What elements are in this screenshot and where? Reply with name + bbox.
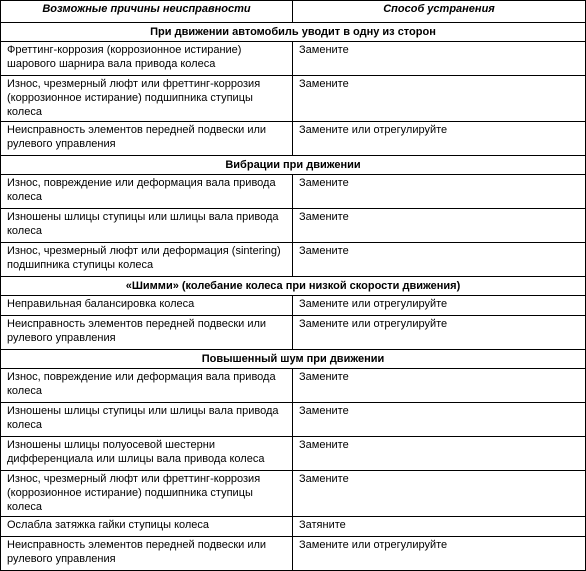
cause-cell: Фреттинг-коррозия (коррозионное истирание) шарового шарнира вала привода колеса — [1, 42, 293, 76]
fix-cell: Замените — [293, 243, 586, 277]
section-title: «Шимми» (колебание колеса при низкой скорости движения) — [1, 277, 586, 296]
table-row — [1, 175, 586, 209]
table-row — [1, 403, 586, 437]
table-row — [1, 471, 586, 517]
cause-cell: Неисправность элементов передней подвески или рулевого управления — [1, 316, 293, 350]
section-title: Повышенный шум при движении — [1, 350, 586, 369]
fix-cell: Затяните — [293, 517, 586, 537]
table-row — [1, 296, 586, 316]
fix-cell: Замените — [293, 42, 586, 76]
fix-cell: Замените — [293, 437, 586, 471]
fix-cell: Замените или отрегулируйте — [293, 316, 586, 350]
table-row — [1, 316, 586, 350]
cause-cell: Неправильная балансировка колеса — [1, 296, 293, 316]
fix-cell: Замените — [293, 209, 586, 243]
cause-cell: Неисправность элементов передней подвески или рулевого управления — [1, 537, 293, 571]
cause-cell: Неисправность элементов передней подвески или рулевого управления — [1, 122, 293, 156]
cause-cell: Износ, чрезмерный люфт или фреттинг-коррозия (коррозионное истирание) подшипника ступицы колеса — [1, 471, 293, 517]
table-row — [1, 517, 586, 537]
table-row — [1, 437, 586, 471]
table-row — [1, 122, 586, 156]
section-row — [1, 156, 586, 175]
cause-cell: Износ, чрезмерный люфт или деформация (sintering) подшипника ступицы колеса — [1, 243, 293, 277]
table-row — [1, 42, 586, 76]
fix-cell: Замените — [293, 471, 586, 517]
header-fix: Способ устранения — [293, 1, 586, 23]
cause-cell: Ослабла затяжка гайки ступицы колеса — [1, 517, 293, 537]
cause-cell: Изношены шлицы ступицы или шлицы вала привода колеса — [1, 209, 293, 243]
table-body — [1, 23, 586, 571]
section-row — [1, 277, 586, 296]
fix-cell: Замените — [293, 403, 586, 437]
cause-cell: Изношены шлицы ступицы или шлицы вала привода колеса — [1, 403, 293, 437]
section-title: Вибрации при движении — [1, 156, 586, 175]
fix-cell: Замените — [293, 175, 586, 209]
fix-cell: Замените — [293, 369, 586, 403]
section-row — [1, 23, 586, 42]
fix-cell: Замените или отрегулируйте — [293, 122, 586, 156]
section-row — [1, 350, 586, 369]
cause-cell: Износ, чрезмерный люфт или фреттинг-коррозия (коррозионное истирание) подшипника ступицы колеса — [1, 76, 293, 122]
header-row — [1, 1, 586, 23]
fix-cell: Замените или отрегулируйте — [293, 296, 586, 316]
cause-cell: Износ, повреждение или деформация вала привода колеса — [1, 175, 293, 209]
table-row — [1, 369, 586, 403]
header-cause: Возможные причины неисправности — [1, 1, 293, 23]
fix-cell: Замените или отрегулируйте — [293, 537, 586, 571]
table-row — [1, 243, 586, 277]
table-row — [1, 209, 586, 243]
section-title: При движении автомобиль уводит в одну из сторон — [1, 23, 586, 42]
table-row — [1, 537, 586, 571]
cause-cell: Изношены шлицы полуосевой шестерни дифференциала или шлицы вала привода колеса — [1, 437, 293, 471]
table-header — [1, 1, 586, 23]
cause-cell: Износ, повреждение или деформация вала привода колеса — [1, 369, 293, 403]
table-row — [1, 76, 586, 122]
fix-cell: Замените — [293, 76, 586, 122]
